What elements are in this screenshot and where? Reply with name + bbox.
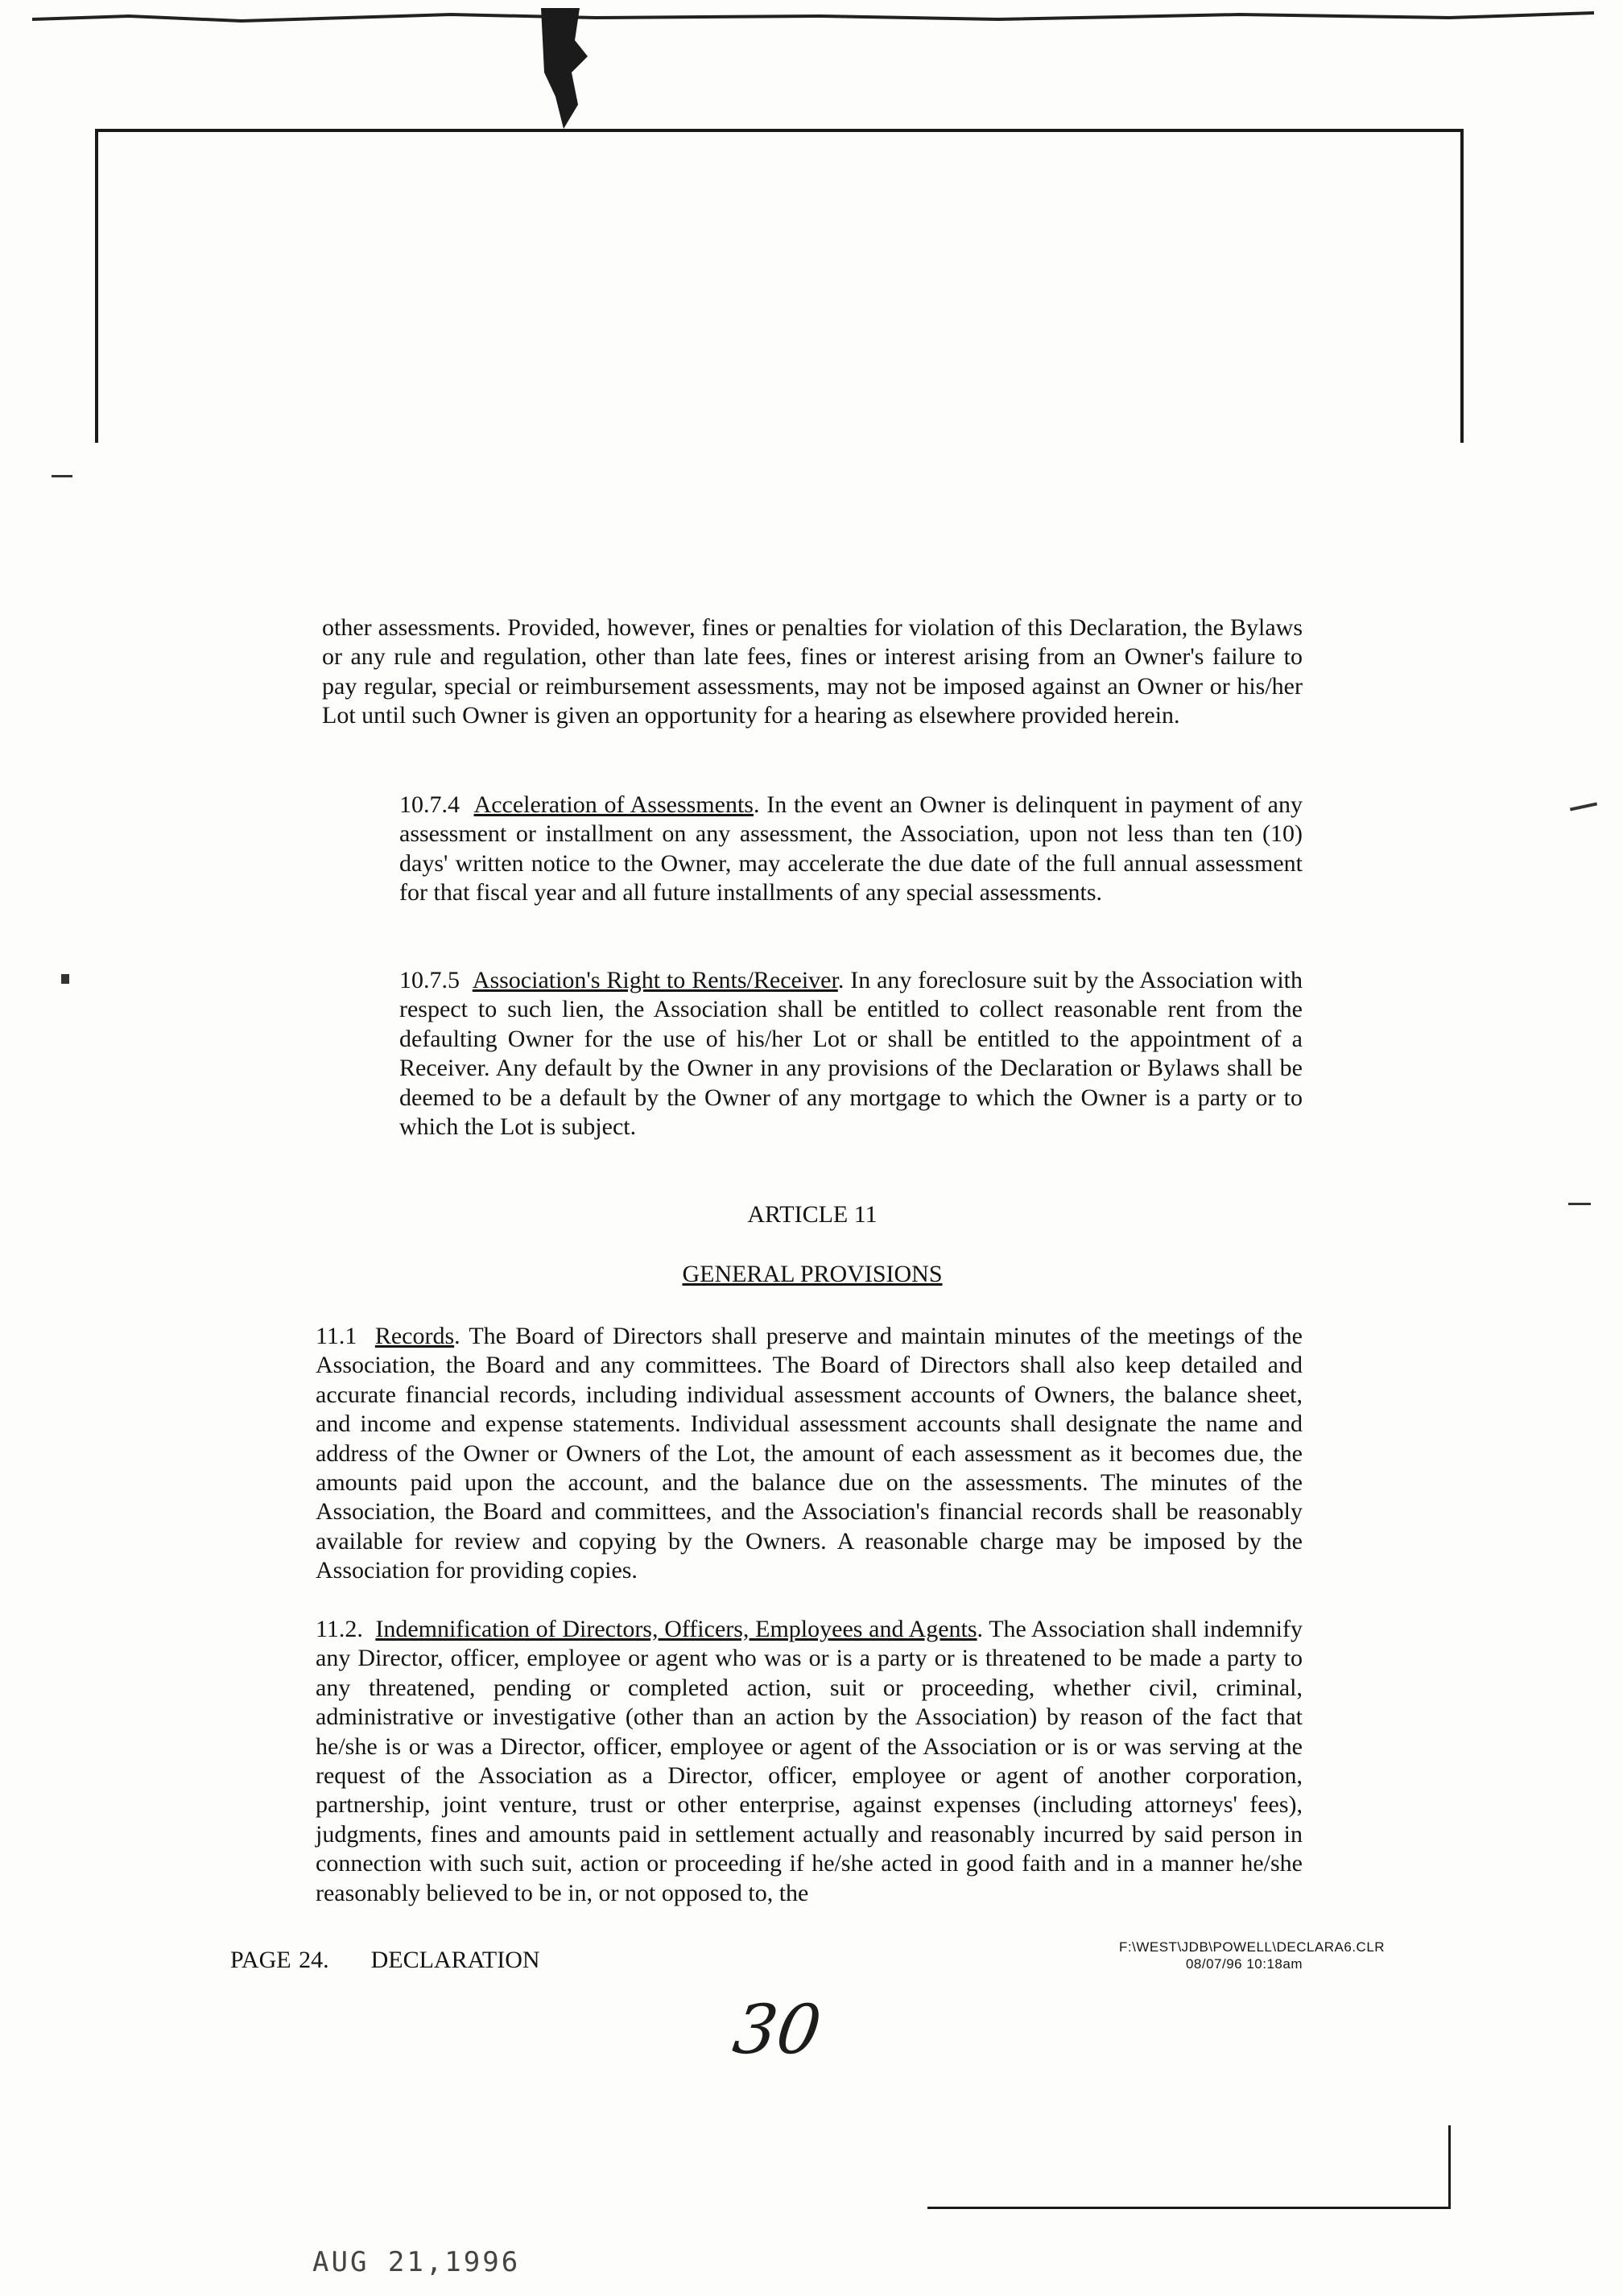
file-path: F:\WEST\JDB\POWELL\DECLARA6.CLR xyxy=(1119,1939,1386,1955)
section-text: . In any foreclosure suit by the Association with respect to such lien, the Association shall be entitled to collect reasonable rent from the defaulting Owner for the use of his/her Lot or shall be entitled to the appointment of a Receiver. Any default by the Owner in any provisions of the Declaration or Bylaws shall be deemed to be a default by the Owner of any mortgage to which the Owner is a party or to which the Lot is subject. xyxy=(399,967,1303,1141)
paragraph-continuation xyxy=(322,613,1303,731)
paragraph-body xyxy=(322,791,1303,908)
section-number: 10.7.4 xyxy=(399,791,460,818)
paragraph-body xyxy=(230,1322,1303,1586)
section-title: Acceleration of Assessments xyxy=(473,791,754,818)
paragraph-body xyxy=(322,966,1303,1142)
footer-label: DECLARATION xyxy=(370,1947,540,1973)
handwritten-page-number: 30 xyxy=(729,1990,826,2069)
paragraph-body xyxy=(230,1615,1303,1908)
margin-mark xyxy=(52,475,72,477)
margin-mark xyxy=(1568,1203,1591,1205)
scan-smudge xyxy=(531,8,604,129)
paragraph-10-7-5 xyxy=(322,966,1303,1142)
paragraph-text: other assessments. Provided, however, fines or penalties for violation of this Declaration, the Bylaws or any rule and regulation, other than late fees, fines or interest arising from an Owner's failure to pay regular, special or reimbursement assessments, may not be imposed against an Owner or his/her Lot until such Owner is given an opportunity for a hearing as elsewhere provided herein. xyxy=(322,614,1303,729)
file-date: 08/07/96 10:18am xyxy=(1185,1956,1303,1972)
date-stamp: AUG 21,1996 xyxy=(312,2246,521,2278)
section-text: . The Association shall indemnify any Director, officer, employee or agent who was or is a party or is threatened to be made a party to any threatened, pending or completed action, suit or proceeding, whether civil, criminal, administrative or investigative (other than an action by the Association) by reason of the fact that he/she is or was a Director, officer, employee or agent of the Association or is or was serving at the request of the Association as a Director, officer, employee or agent of another corporation, partnership, joint venture, trust or other enterprise, against expenses (including attorneys' fees), judgments, fines and amounts paid in settlement actually and reasonably incurred by said person in connection with such suit, action or proceeding if he/she acted in good faith and in a manner he/she reasonably believed to be in, or not opposed to, the xyxy=(316,1616,1303,1906)
section-text: . In the event an Owner is delinquent in payment of any assessment or installment on any assessment, the Association, upon not less than ten (10) days' written notice to the Owner, may accelerate the due date of the full annual assessment for that fiscal year and all future installments of any special assessments. xyxy=(399,791,1303,906)
page-footer xyxy=(230,1947,540,1974)
file-reference xyxy=(1119,1939,1386,1972)
section-heading: GENERAL PROVISIONS xyxy=(682,1261,943,1287)
article-heading: ARTICLE 11 xyxy=(747,1201,878,1228)
paragraph-11-2 xyxy=(230,1615,1303,1908)
section-title: Indemnification of Directors, Officers, Employees and Agents xyxy=(375,1616,977,1642)
section-text: . The Board of Directors shall preserve and maintain minutes of the meetings of the Association, the Board and any committees. The Board of Directors shall also keep detailed and accurate financial records, including individual assessment accounts of Owners, the balance sheet, and income and expense statements. Individual assessment accounts shall designate the name and address of the Owner or Owners of the Lot, the amount of each assessment as it becomes due, the amounts paid upon the account, and the balance due on the assessments. The minutes of the Association, the Board and committees, and the Association's financial records shall be reasonably available for review and copying by the Owners. A reasonable charge may be imposed by the Association for providing copies. xyxy=(316,1323,1303,1584)
section-number: 10.7.5 xyxy=(399,967,460,993)
section-title: Records xyxy=(374,1323,455,1349)
margin-mark xyxy=(61,974,69,984)
header-blank-box xyxy=(95,129,1464,443)
paragraph-11-1 xyxy=(230,1322,1303,1586)
margin-mark xyxy=(1570,803,1597,811)
bottom-blank-box xyxy=(927,2125,1451,2209)
paragraph-10-7-4 xyxy=(322,791,1303,908)
section-number: 11.2. xyxy=(316,1616,363,1642)
section-title: Association's Right to Rents/Receiver xyxy=(472,967,838,993)
scan-top-edge xyxy=(32,8,1594,32)
page-number: PAGE 24. xyxy=(230,1947,329,1973)
section-number: 11.1 xyxy=(316,1323,357,1349)
